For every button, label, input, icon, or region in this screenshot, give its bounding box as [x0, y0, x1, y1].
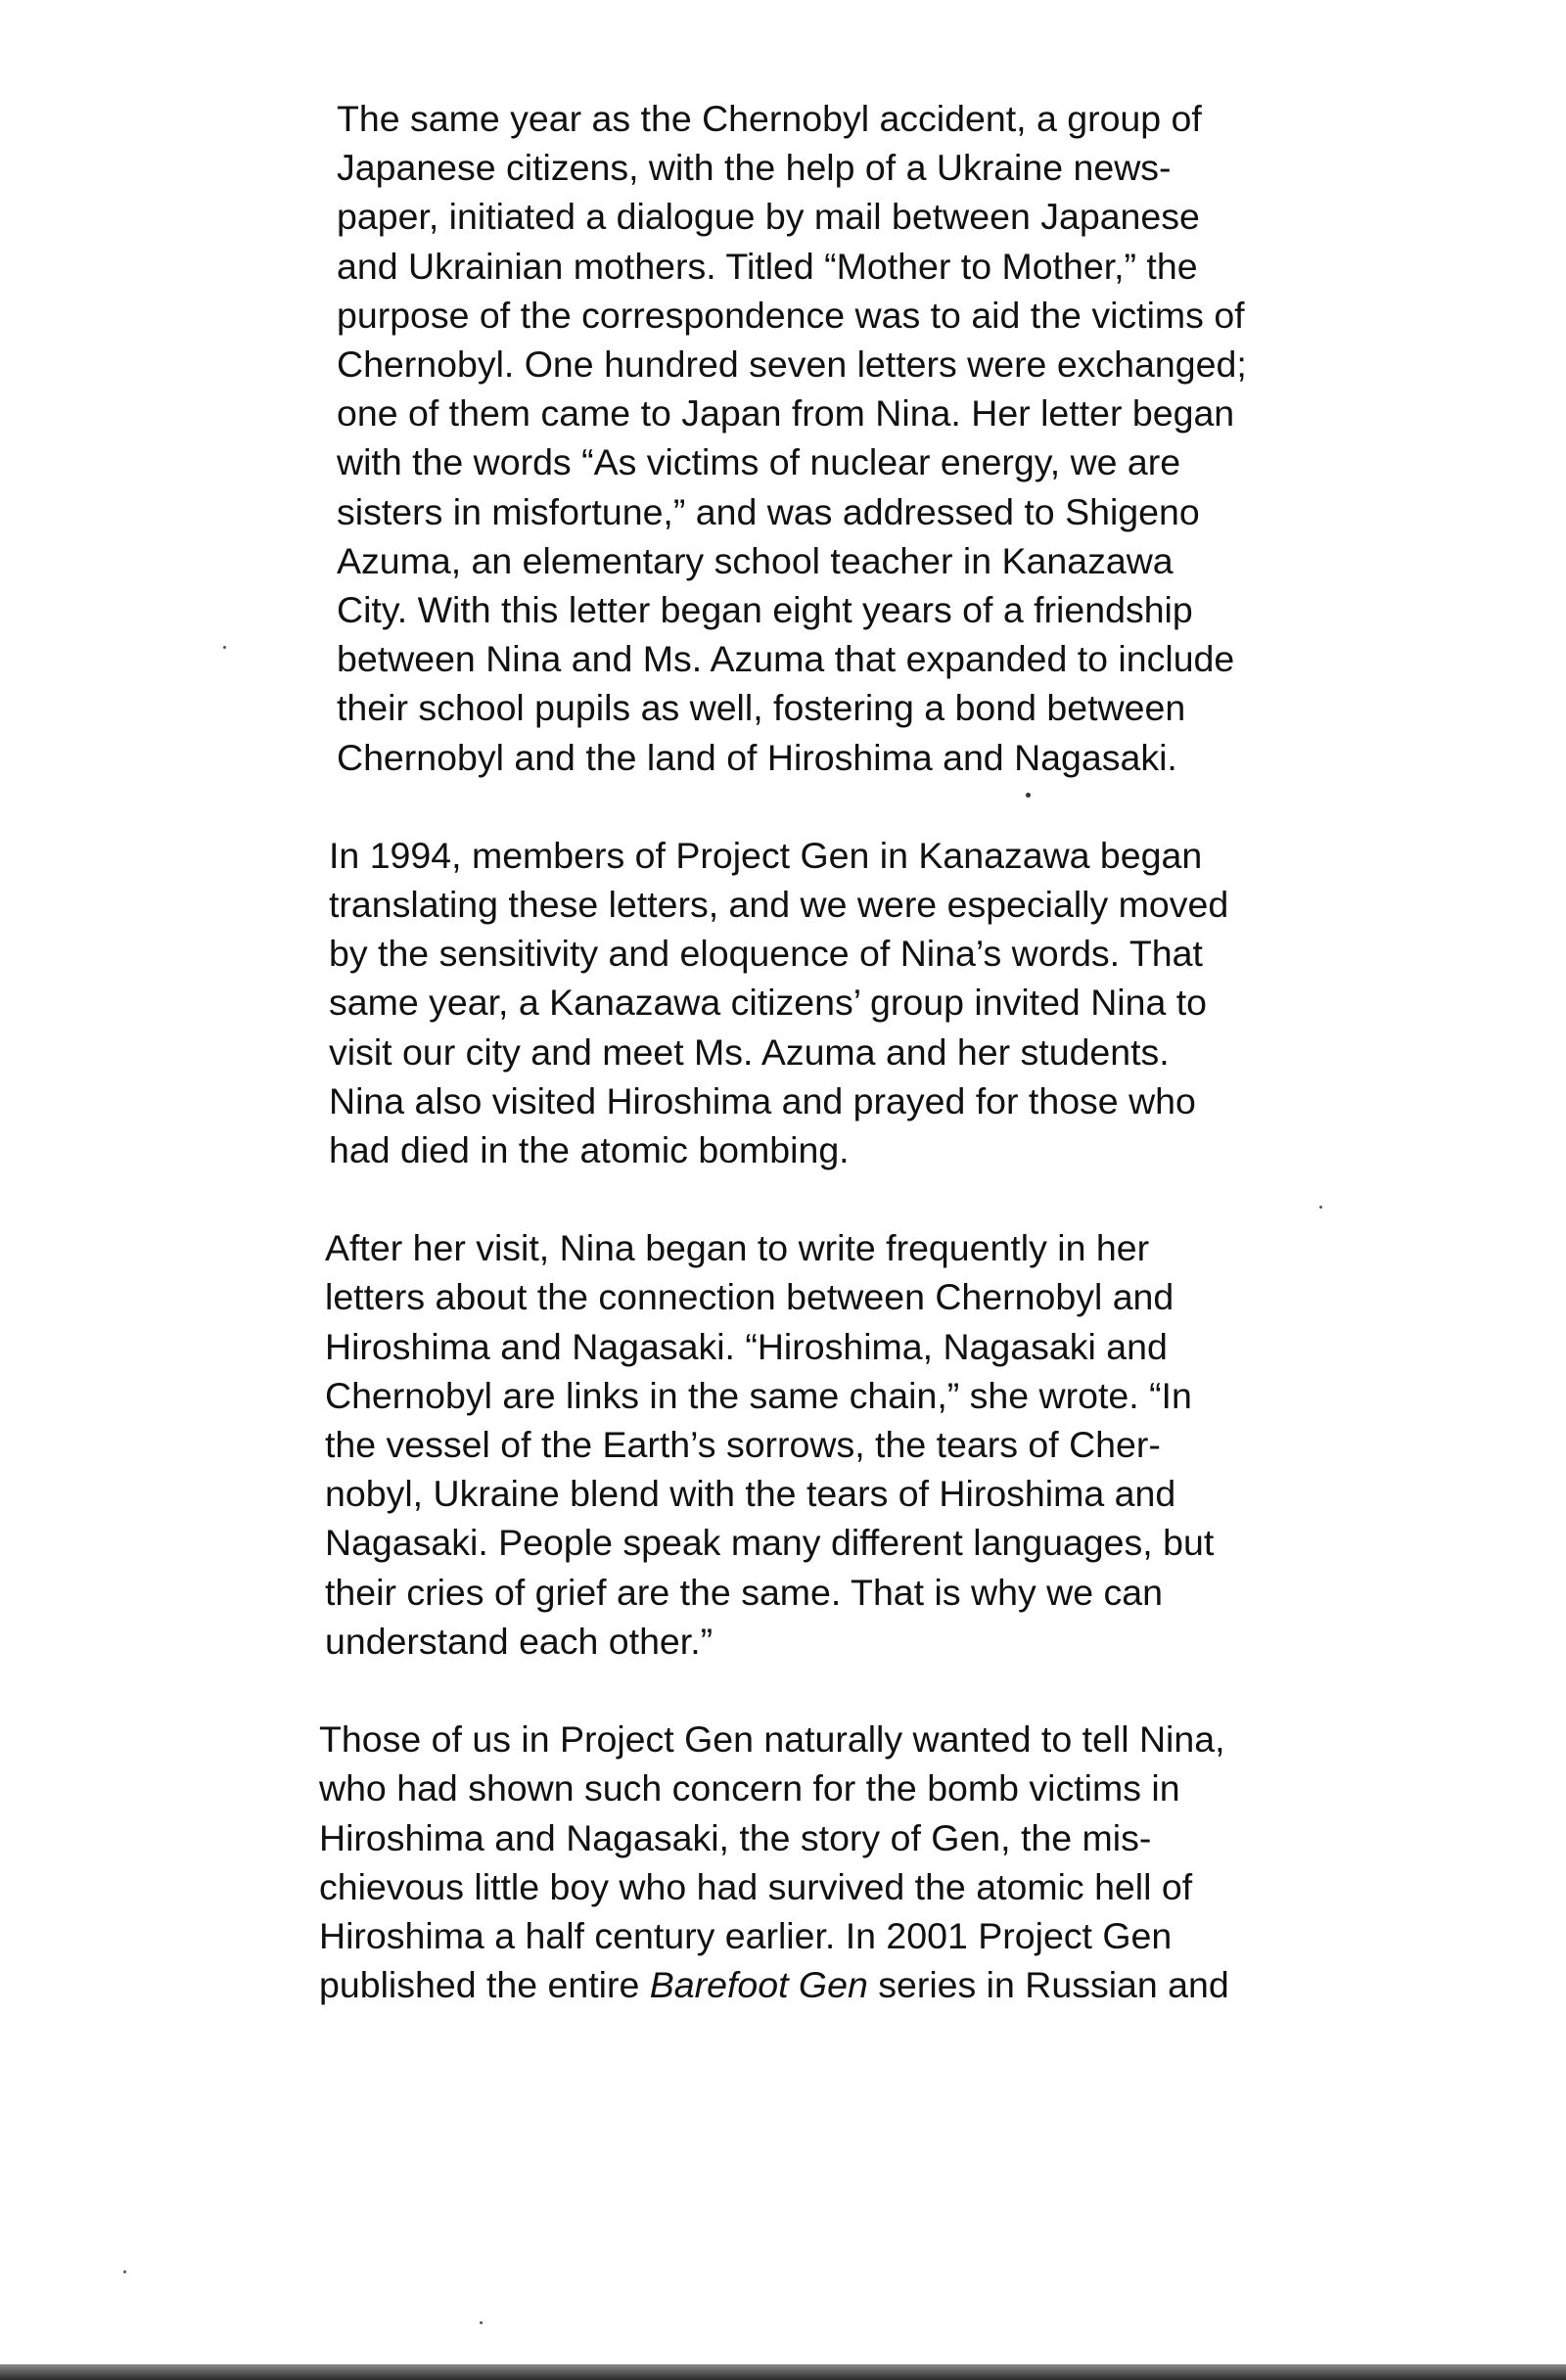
text-line: understand each other.”	[325, 1620, 714, 1662]
text-line: sisters in misfortune,” and was addressed to Shigeno	[337, 490, 1200, 532]
text-line: Hiroshima and Nagasaki, the story of Gen, the mis-	[319, 1816, 1152, 1858]
text-line: Those of us in Project Gen naturally wanted to tell Nina,	[319, 1718, 1225, 1761]
text-line: Nagasaki. People speak many different languages, but	[325, 1522, 1215, 1564]
text-line: Nina also visited Hiroshima and prayed for those who	[329, 1079, 1196, 1121]
text-line: with the words “As victims of nuclear energy, we are	[337, 441, 1181, 483]
text-line: translating these letters, and we were especially moved	[329, 884, 1229, 926]
scan-speck	[123, 2270, 126, 2273]
scan-speck	[1026, 793, 1031, 798]
text-line: Chernobyl and the land of Hiroshima and Nagasaki.	[337, 736, 1177, 778]
text-line: Chernobyl are links in the same chain,” she wrote. “In	[325, 1374, 1192, 1416]
text-line: their cries of grief are the same. That is why we can	[325, 1571, 1163, 1613]
text-line: chievous little boy who had survived the atomic hell of	[319, 1865, 1193, 1907]
scan-bottom-edge	[0, 2364, 1566, 2380]
scan-speck	[1319, 1206, 1322, 1209]
text-run: published the entire	[319, 1964, 650, 2006]
paragraph-chernobyl-correspondence	[337, 94, 1366, 782]
text-run: series in Russian and	[867, 1964, 1229, 2006]
text-line: Hiroshima a half century earlier. In 2001 Project Gen	[319, 1914, 1173, 1956]
text-line: visit our city and meet Ms. Azuma and her students.	[329, 1030, 1170, 1073]
text-line: paper, initiated a dialogue by mail between Japanese	[337, 196, 1200, 238]
text-line: one of them came to Japan from Nina. Her letter began	[337, 392, 1235, 435]
book-title: Barefoot Gen	[649, 1964, 868, 2006]
text-line: Chernobyl. One hundred seven letters were exchanged;	[337, 343, 1247, 386]
paragraph-barefoot-gen-publication	[319, 1715, 1366, 2009]
scan-speck	[480, 2321, 483, 2324]
body-text	[319, 94, 1366, 2058]
text-line: Azuma, an elementary school teacher in Kanazawa	[337, 539, 1174, 581]
text-line: The same year as the Chernobyl accident, a group of	[337, 98, 1202, 139]
text-line: letters about the connection between Chernobyl and	[325, 1276, 1174, 1318]
text-line: After her visit, Nina began to write frequently in her	[325, 1227, 1150, 1269]
text-line: who had shown such concern for the bomb victims in	[319, 1767, 1180, 1809]
text-line: same year, a Kanazawa citizens’ group invited Nina to	[329, 982, 1208, 1024]
text-line: Japanese citizens, with the help of a Ukraine news-	[337, 147, 1172, 189]
text-line: their school pupils as well, fostering a bond between	[337, 687, 1186, 729]
text-line-final	[319, 1960, 1366, 2009]
text-line: between Nina and Ms. Azuma that expanded to include	[337, 638, 1235, 680]
text-line: City. With this letter began eight years of a friendship	[337, 589, 1193, 631]
paragraph-nina-letters	[325, 1223, 1366, 1666]
paragraph-project-gen-translation	[329, 831, 1366, 1174]
text-line: nobyl, Ukraine blend with the tears of Hiroshima and	[325, 1473, 1176, 1515]
text-line: had died in the atomic bombing.	[329, 1129, 850, 1171]
text-line: In 1994, members of Project Gen in Kanazawa began	[329, 834, 1203, 876]
text-line: purpose of the correspondence was to aid the victims of	[337, 294, 1245, 336]
scan-speck	[223, 646, 226, 649]
text-line: and Ukrainian mothers. Titled “Mother to Mother,” the	[337, 245, 1198, 287]
text-line: by the sensitivity and eloquence of Nina’s words. That	[329, 933, 1203, 975]
text-line: the vessel of the Earth’s sorrows, the tears of Cher-	[325, 1424, 1161, 1466]
text-line: Hiroshima and Nagasaki. “Hiroshima, Nagasaki and	[325, 1325, 1168, 1367]
